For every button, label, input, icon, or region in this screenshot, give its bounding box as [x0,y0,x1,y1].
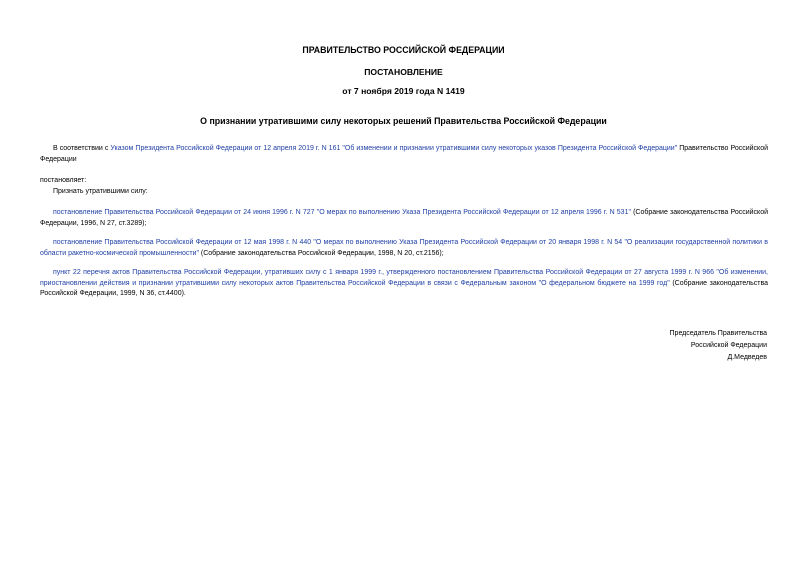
intro-prefix: В соответствии с [53,145,111,152]
list-item [40,238,768,259]
date-number-heading: от 7 ноября 2019 года N 1419 [342,86,465,96]
document-title: О признании утратившими силу некоторых решений Правительства Российской Федерации [200,116,607,126]
item-source-1: (Собрание законодательства Российской Федерации, 1996, N 27, ст.3289); [40,209,768,227]
signature-position-line2: Российской Федерации [690,342,767,349]
document-type-heading: ПОСТАНОВЛЕНИЕ [364,67,443,77]
list-item [40,208,768,229]
item-link-1[interactable]: постановление Правительства Российской Федерации от 24 июня 1996 г. N 727 "О мерах по выполнению Указа Президента Российской Федерации от 12 апреля 1996 г. N 531" [53,209,631,216]
intro-decree-link[interactable]: Указом Президента Российской Федерации от 12 апреля 2019 г. N 161 "Об изменении и признании утратившими силу некоторых указов Президента Российской Федерации" [110,145,678,152]
list-item [40,268,768,300]
signature-position-line1: Председатель Правительства [669,330,767,337]
item-source-3: (Собрание законодательства Российской Федерации, 1999, N 36, ст.4400). [40,279,769,297]
item-link-3[interactable]: пункт 22 перечня актов Правительства Российской Федерации, утративших силу с 1 января 1999 г., утвержденного постановлением Правительства Российской Федерации от 27 августа 1999 г. N 966 "Об изменении, приостановлении действия и признании утратившими силу некоторых актов Правительства Российской Федерации в связи с Федеральным законом "О федеральном бюджете на 1999 год" [40,269,768,287]
signature-name: Д.Медведев [727,354,767,361]
recognize-text: Признать утратившими силу: [53,188,148,195]
item-source-2: (Собрание законодательства Российской Федерации, 1998, N 20, ст.2156); [198,249,444,257]
government-heading: ПРАВИТЕЛЬСТВО РОССИЙСКОЙ ФЕДЕРАЦИИ [302,45,505,55]
resolves-text: постановляет: [40,177,87,184]
intro-suffix: Правительство Российской Федерации [40,145,768,163]
item-link-2[interactable]: постановление Правительства Российской Федерации от 12 мая 1998 г. N 440 "О мерах по выполнению Указа Президента Российской Федерации от 20 января 1998 г. N 54 "О реализации государственной политики в области ракетно-космической промышленности" [40,239,768,257]
intro-paragraph [40,144,768,165]
